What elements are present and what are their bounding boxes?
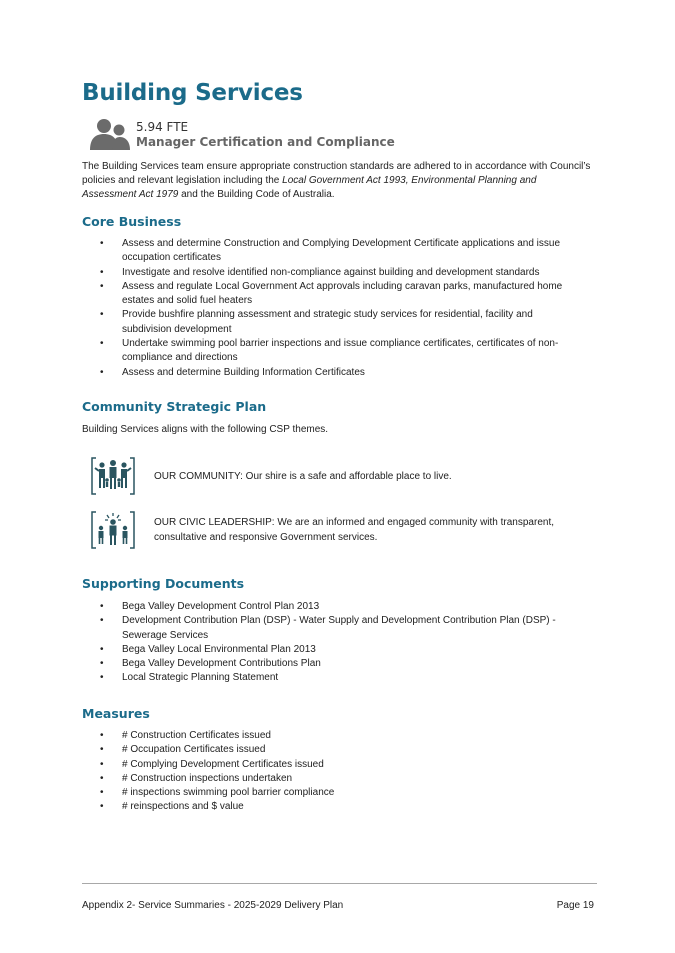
list-item: • # Complying Development Certificates issued xyxy=(82,758,582,772)
manager-role: Manager Certification and Compliance xyxy=(136,135,395,149)
bullet: • xyxy=(100,730,104,741)
csp-theme-text: OUR COMMUNITY: Our shire is a safe and affordable place to live. xyxy=(154,471,452,482)
list-item: • Investigate and resolve identified non-compliance against building and development standards xyxy=(82,266,582,280)
bullet: • xyxy=(100,643,104,655)
bullet: • xyxy=(100,787,104,799)
fte-value: 5.94 FTE xyxy=(136,120,189,134)
list-item: • Local Strategic Planning Statement xyxy=(82,671,582,685)
intro-paragraph xyxy=(82,160,592,202)
civic-leadership-icon xyxy=(90,510,136,550)
list-item: • Assess and determine Construction and Complying Development Certificate applications and issue occupation certificates xyxy=(100,238,561,264)
core-business-list xyxy=(82,237,582,380)
page-number: Page 19 xyxy=(556,900,594,911)
bullet: • xyxy=(100,366,104,378)
csp-intro: Building Services aligns with the following CSP themes. xyxy=(82,424,329,435)
intro-text-2: and the Building Code of Australia. xyxy=(178,189,335,200)
page-title: Building Services xyxy=(82,80,303,106)
bullet: • xyxy=(100,238,104,249)
list-item: • Assess and determine Building Information Certificates xyxy=(82,366,582,380)
bullet: • xyxy=(100,658,104,670)
supporting-documents-heading: Supporting Documents xyxy=(82,576,245,591)
list-item: • # Construction Certificates issued xyxy=(82,729,582,743)
list-item: • Provide bushfire planning assessment and strategic study services for residential, facility and subdivision development xyxy=(100,309,533,335)
list-item: • Bega Valley Local Environmental Plan 2013 xyxy=(82,643,582,657)
list-item: • # Occupation Certificates issued xyxy=(82,743,582,757)
list-item: • Bega Valley Development Contributions Plan xyxy=(82,657,582,671)
supporting-documents-list xyxy=(82,600,582,686)
measures-heading: Measures xyxy=(82,706,150,721)
legislation-lga: Local Government Act 1993 xyxy=(282,175,406,186)
bullet: • xyxy=(100,280,104,292)
csp-heading: Community Strategic Plan xyxy=(82,399,267,414)
bullet: • xyxy=(100,615,104,627)
staffing-summary xyxy=(90,118,510,152)
csp-theme-text: OUR CIVIC LEADERSHIP: We are an informed and engaged community with transparent, consultative and responsive Government services. xyxy=(154,517,554,543)
list-item: • Development Contribution Plan (DSP) - Water Supply and Development Contribution Plan (DSP) - Sewerage Services xyxy=(100,615,556,641)
bullet: • xyxy=(100,601,104,612)
list-item: • # Construction inspections undertaken xyxy=(82,772,582,786)
people-icon xyxy=(90,118,130,150)
core-business-heading: Core Business xyxy=(82,214,182,229)
list-item: • Assess and regulate Local Government Act approvals including caravan parks, manufactured home estates and solid fuel heaters xyxy=(100,280,563,307)
list-item: • # reinspections and $ value xyxy=(82,800,582,814)
footer-divider xyxy=(82,883,597,884)
intro-text-1: The Building Services team ensure appropriate construction standards are adhered to in accordance with Council’s policies and relevant legislation including the xyxy=(82,161,591,186)
community-icon xyxy=(90,456,136,496)
list-item: • Undertake swimming pool barrier inspections and issue compliance certificates, certificates of non-compliance and directions xyxy=(100,338,559,364)
bullet: • xyxy=(100,744,104,756)
list-item: • # inspections swimming pool barrier compliance xyxy=(82,786,582,800)
legislation-epa: Environmental Planning and Assessment Act 1979 xyxy=(82,175,537,200)
bullet: • xyxy=(100,338,104,350)
bullet: • xyxy=(100,672,104,684)
bullet: • xyxy=(100,309,104,321)
bullet: • xyxy=(100,758,104,770)
list-item: • Bega Valley Development Control Plan 2013 xyxy=(82,600,582,614)
bullet: • xyxy=(100,772,104,784)
measures-list xyxy=(82,729,582,815)
footer-document-title: Appendix 2- Service Summaries - 2025-2029 Delivery Plan xyxy=(82,900,344,911)
intro-separator: , xyxy=(405,175,412,186)
bullet: • xyxy=(100,801,104,813)
bullet: • xyxy=(100,266,104,278)
